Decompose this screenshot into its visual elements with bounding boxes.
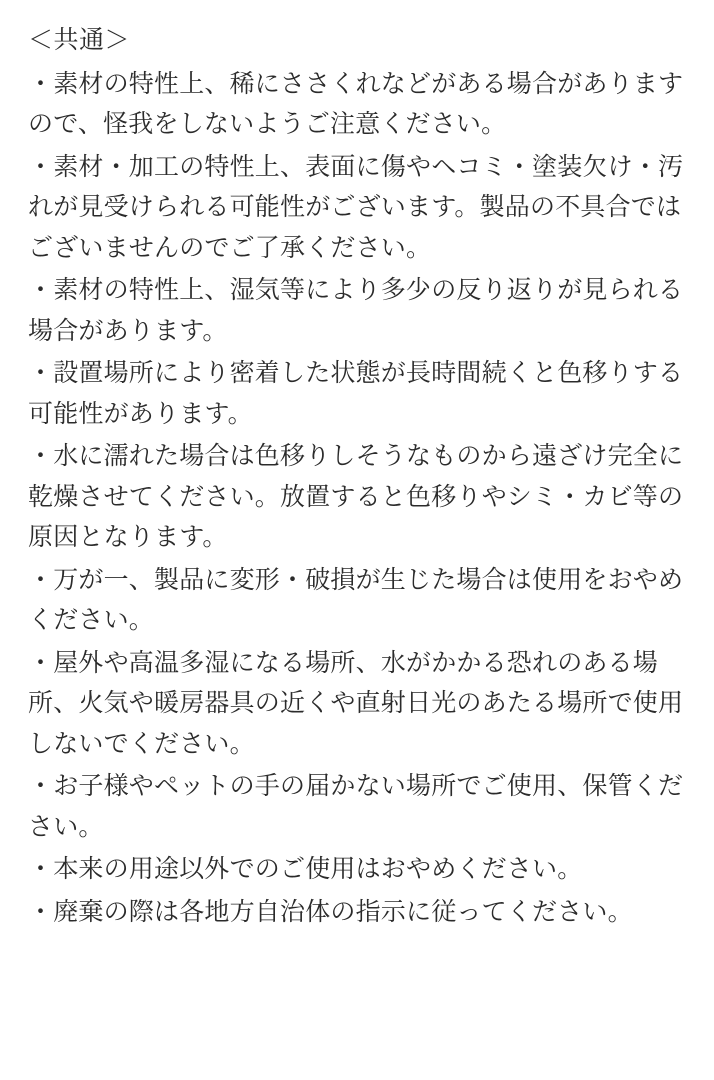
list-item: ・廃棄の際は各地方自治体の指示に従ってください。	[28, 896, 633, 926]
list-item: ・素材・加工の特性上、表面に傷やヘコミ・塗装欠け・汚れが見受けられる可能性がございます。製品の不具合ではございませんのでご了承ください。	[28, 151, 684, 262]
list-item: ・本来の用途以外でのご使用はおやめください。	[28, 854, 583, 883]
section-heading: ＜共通＞	[28, 25, 131, 54]
list-item: ・設置場所により密着した状態が長時間続くと色移りする可能性があります。	[28, 358, 684, 428]
precaution-list	[28, 64, 684, 933]
list-item: ・お子様やペットの手の届かない場所でご使用、保管ください。	[28, 771, 684, 841]
list-item: ・素材の特性上、湿気等により多少の反り返りが見られる場合があります。	[28, 275, 684, 345]
list-item: ・水に濡れた場合は色移りしそうなものから遠ざけ完全に乾燥させてください。放置すると色移りやシミ・カビ等の原因となります。	[28, 441, 684, 551]
list-item: ・万が一、製品に変形・破損が生じた場合は使用をおやめください。	[28, 564, 684, 634]
list-item: ・素材の特性上、稀にささくれなどがある場合がありますので、怪我をしないようご注意ください。	[28, 68, 684, 138]
list-item: ・屋外や高温多湿になる場所、水がかかる恐れのある場所、火気や暖房器具の近くや直射日光のあたる場所で使用しないでください。	[28, 647, 684, 758]
